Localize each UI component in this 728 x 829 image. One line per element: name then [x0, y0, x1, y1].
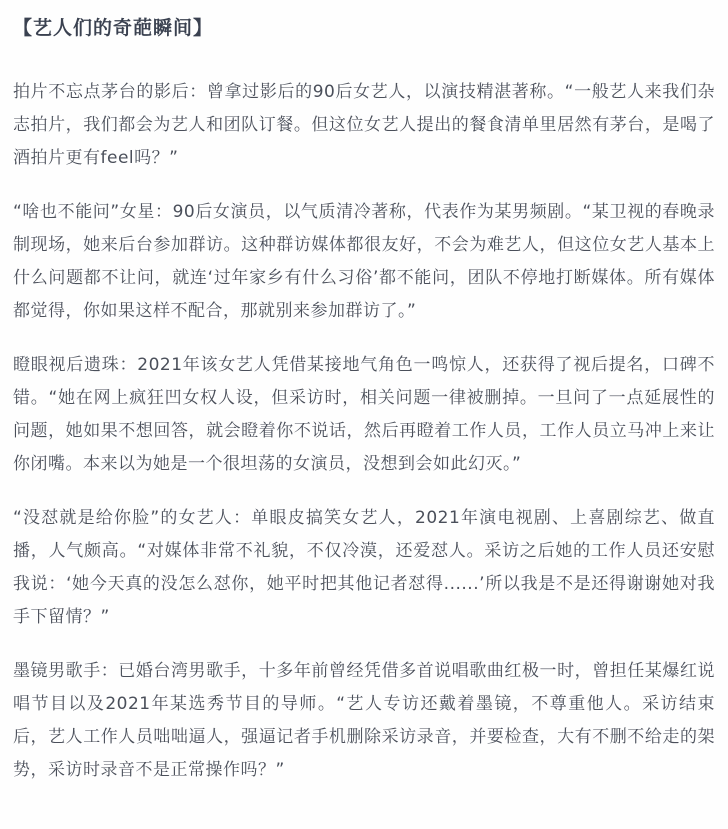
article-title: 【艺人们的奇葩瞬间】: [13, 17, 214, 39]
article-paragraph-staring-actress: 瞪眼视后遗珠：2021年该女艺人凭借某接地气角色一鸣惊人，还获得了视后提名，口碑不错。“她在网上疯狂凹女权人设，但采访时，相关问题一律被删掉。一旦问了一点延展性的问题，她如果不想回答，就会瞪着你不说话，然后再瞪着工作人员，工作人员立马冲上来让你闭嘴。本来以为她是一个很坦荡的女演员，没想到会如此幻灭。”: [13, 355, 715, 474]
article-paragraph-snarky-comedienne: “没怼就是给你脸”的女艺人：单眼皮搞笑女艺人，2021年演电视剧、上喜剧综艺、做直播，人气颇高。“对媒体非常不礼貌，不仅冷漠，还爱怼人。采访之后她的工作人员还安慰我说：‘她今天真的没怎么怼你，她平时把其他记者怼得......’所以我是不是还得谢谢她对我手下留情？”: [13, 508, 715, 627]
article-paragraph-maotai-actress: 拍片不忘点茅台的影后：曾拿过影后的90后女艺人，以演技精湛著称。“一般艺人来我们杂志拍片，我们都会为艺人和团队订餐。但这位女艺人提出的餐食清单里居然有茅台，是喝了酒拍片更有feel吗？”: [13, 82, 715, 168]
article-paragraph-sunglasses-singer: 墨镜男歌手：已婚台湾男歌手，十多年前曾经凭借多首说唱歌曲红极一时，曾担任某爆红说唱节目以及2021年某选秀节目的导师。“艺人专访还戴着墨镜，不尊重他人。采访结束后，艺人工作人员咄咄逼人，强逼记者手机删除采访录音，并要检查，大有不删不给走的架势，采访时录音不是正常操作吗？”: [13, 661, 715, 780]
article-paragraph-no-questions-star: “啥也不能问”女星：90后女演员，以气质清冷著称，代表作为某男频剧。“某卫视的春晚录制现场，她来后台参加群访。这种群访媒体都很友好，不会为难艺人，但这位女艺人基本上什么问题都不让问，就连‘过年家乡有什么习俗’都不能问，团队不停地打断媒体。所有媒体都觉得，你如果这样不配合，那就别来参加群访了。”: [13, 202, 715, 321]
